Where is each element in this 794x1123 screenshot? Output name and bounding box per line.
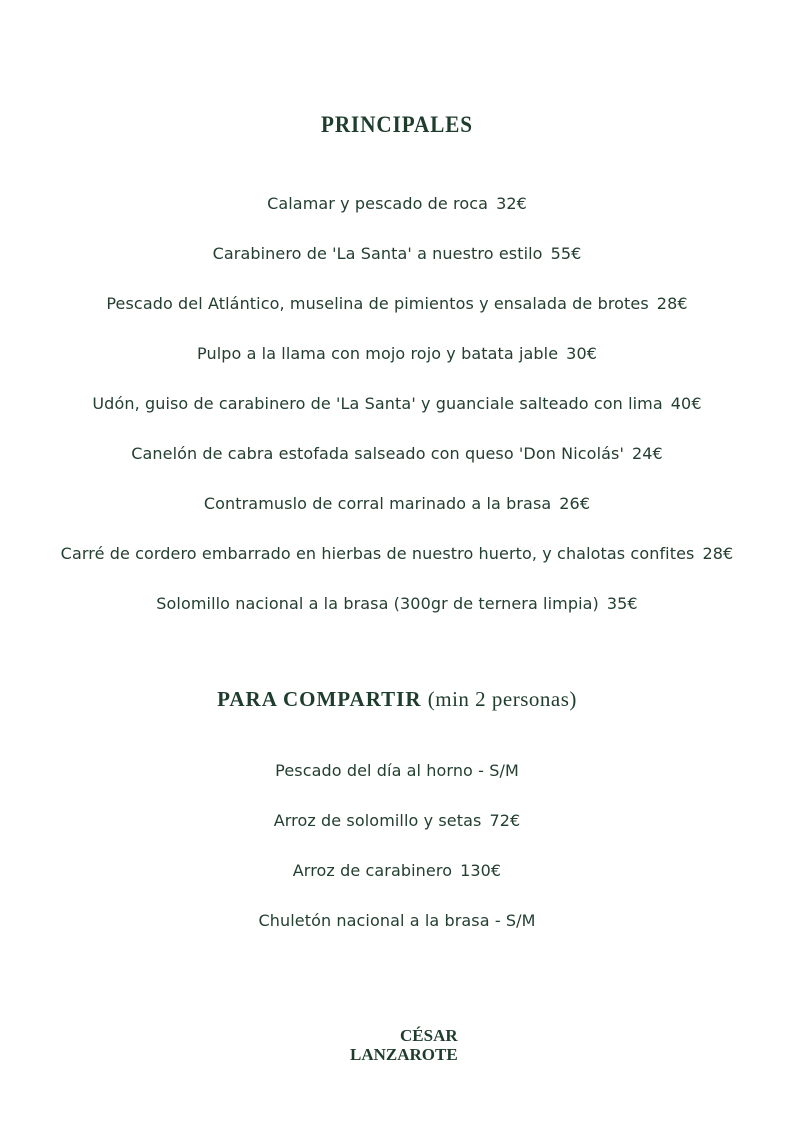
section-title-principales: PRINCIPALES — [320, 112, 474, 137]
logo-line-2: LANZAROTE — [350, 1045, 458, 1064]
dish-price: 72€ — [489, 811, 521, 830]
dish-price: 32€ — [496, 194, 527, 213]
dish-name: Carabinero de 'La Santa' a nuestro estilo — [212, 244, 543, 263]
dish-price: 24€ — [631, 444, 663, 463]
dish-price: 40€ — [670, 394, 702, 413]
logo-line-1: CÉSAR — [400, 1026, 458, 1045]
dish-price: 130€ — [460, 861, 502, 880]
dish-name: Canelón de cabra estofada salseado con queso 'Don Nicolás' — [131, 444, 624, 463]
dish-name: Contramuslo de corral marinado a la brasa — [203, 494, 552, 513]
cesar-lanzarote-logo — [345, 1026, 458, 1070]
dish-name: Pescado del día al horno - S/M — [275, 761, 519, 780]
dish-name: Calamar y pescado de roca — [267, 194, 489, 213]
menu-item — [0, 911, 794, 961]
compartir-list — [0, 761, 794, 961]
dish-price: 26€ — [559, 494, 591, 513]
dish-name: Udón, guiso de carabinero de 'La Santa' y guanciale salteado con lima — [92, 394, 663, 413]
menu-item — [0, 761, 794, 811]
dish-name: Arroz de solomillo y setas — [273, 811, 482, 830]
dish-name: Carré de cordero embarrado en hierbas de nuestro huerto, y chalotas confites — [60, 544, 695, 563]
dish-price: 28€ — [656, 294, 688, 313]
menu-item — [0, 344, 794, 394]
dish-price: 28€ — [702, 544, 734, 563]
menu-item — [0, 244, 794, 294]
dish-price: 55€ — [550, 244, 582, 263]
menu-item — [0, 861, 794, 911]
menu-item — [0, 194, 794, 244]
menu-item — [0, 444, 794, 494]
dish-name: Pulpo a la llama con mojo rojo y batata jable — [196, 344, 559, 363]
section-title-compartir-main: PARA COMPARTIR — [217, 687, 422, 711]
dish-name: Solomillo nacional a la brasa (300gr de ternera limpia) — [156, 594, 599, 613]
menu-item — [0, 594, 794, 644]
dish-name: Arroz de carabinero — [292, 861, 453, 880]
section-title-compartir-sub: (min 2 personas) — [427, 687, 577, 711]
section-title-compartir — [0, 687, 794, 712]
menu-item — [0, 294, 794, 344]
dish-name: Pescado del Atlántico, muselina de pimientos y ensalada de brotes — [106, 294, 649, 313]
menu-item — [0, 811, 794, 861]
menu-item — [0, 494, 794, 544]
menu-item — [0, 544, 794, 594]
dish-price: 30€ — [566, 344, 598, 363]
dish-name: Chuletón nacional a la brasa - S/M — [258, 911, 536, 930]
menu-item — [0, 394, 794, 444]
dish-price: 35€ — [606, 594, 638, 613]
principales-list — [0, 194, 794, 644]
